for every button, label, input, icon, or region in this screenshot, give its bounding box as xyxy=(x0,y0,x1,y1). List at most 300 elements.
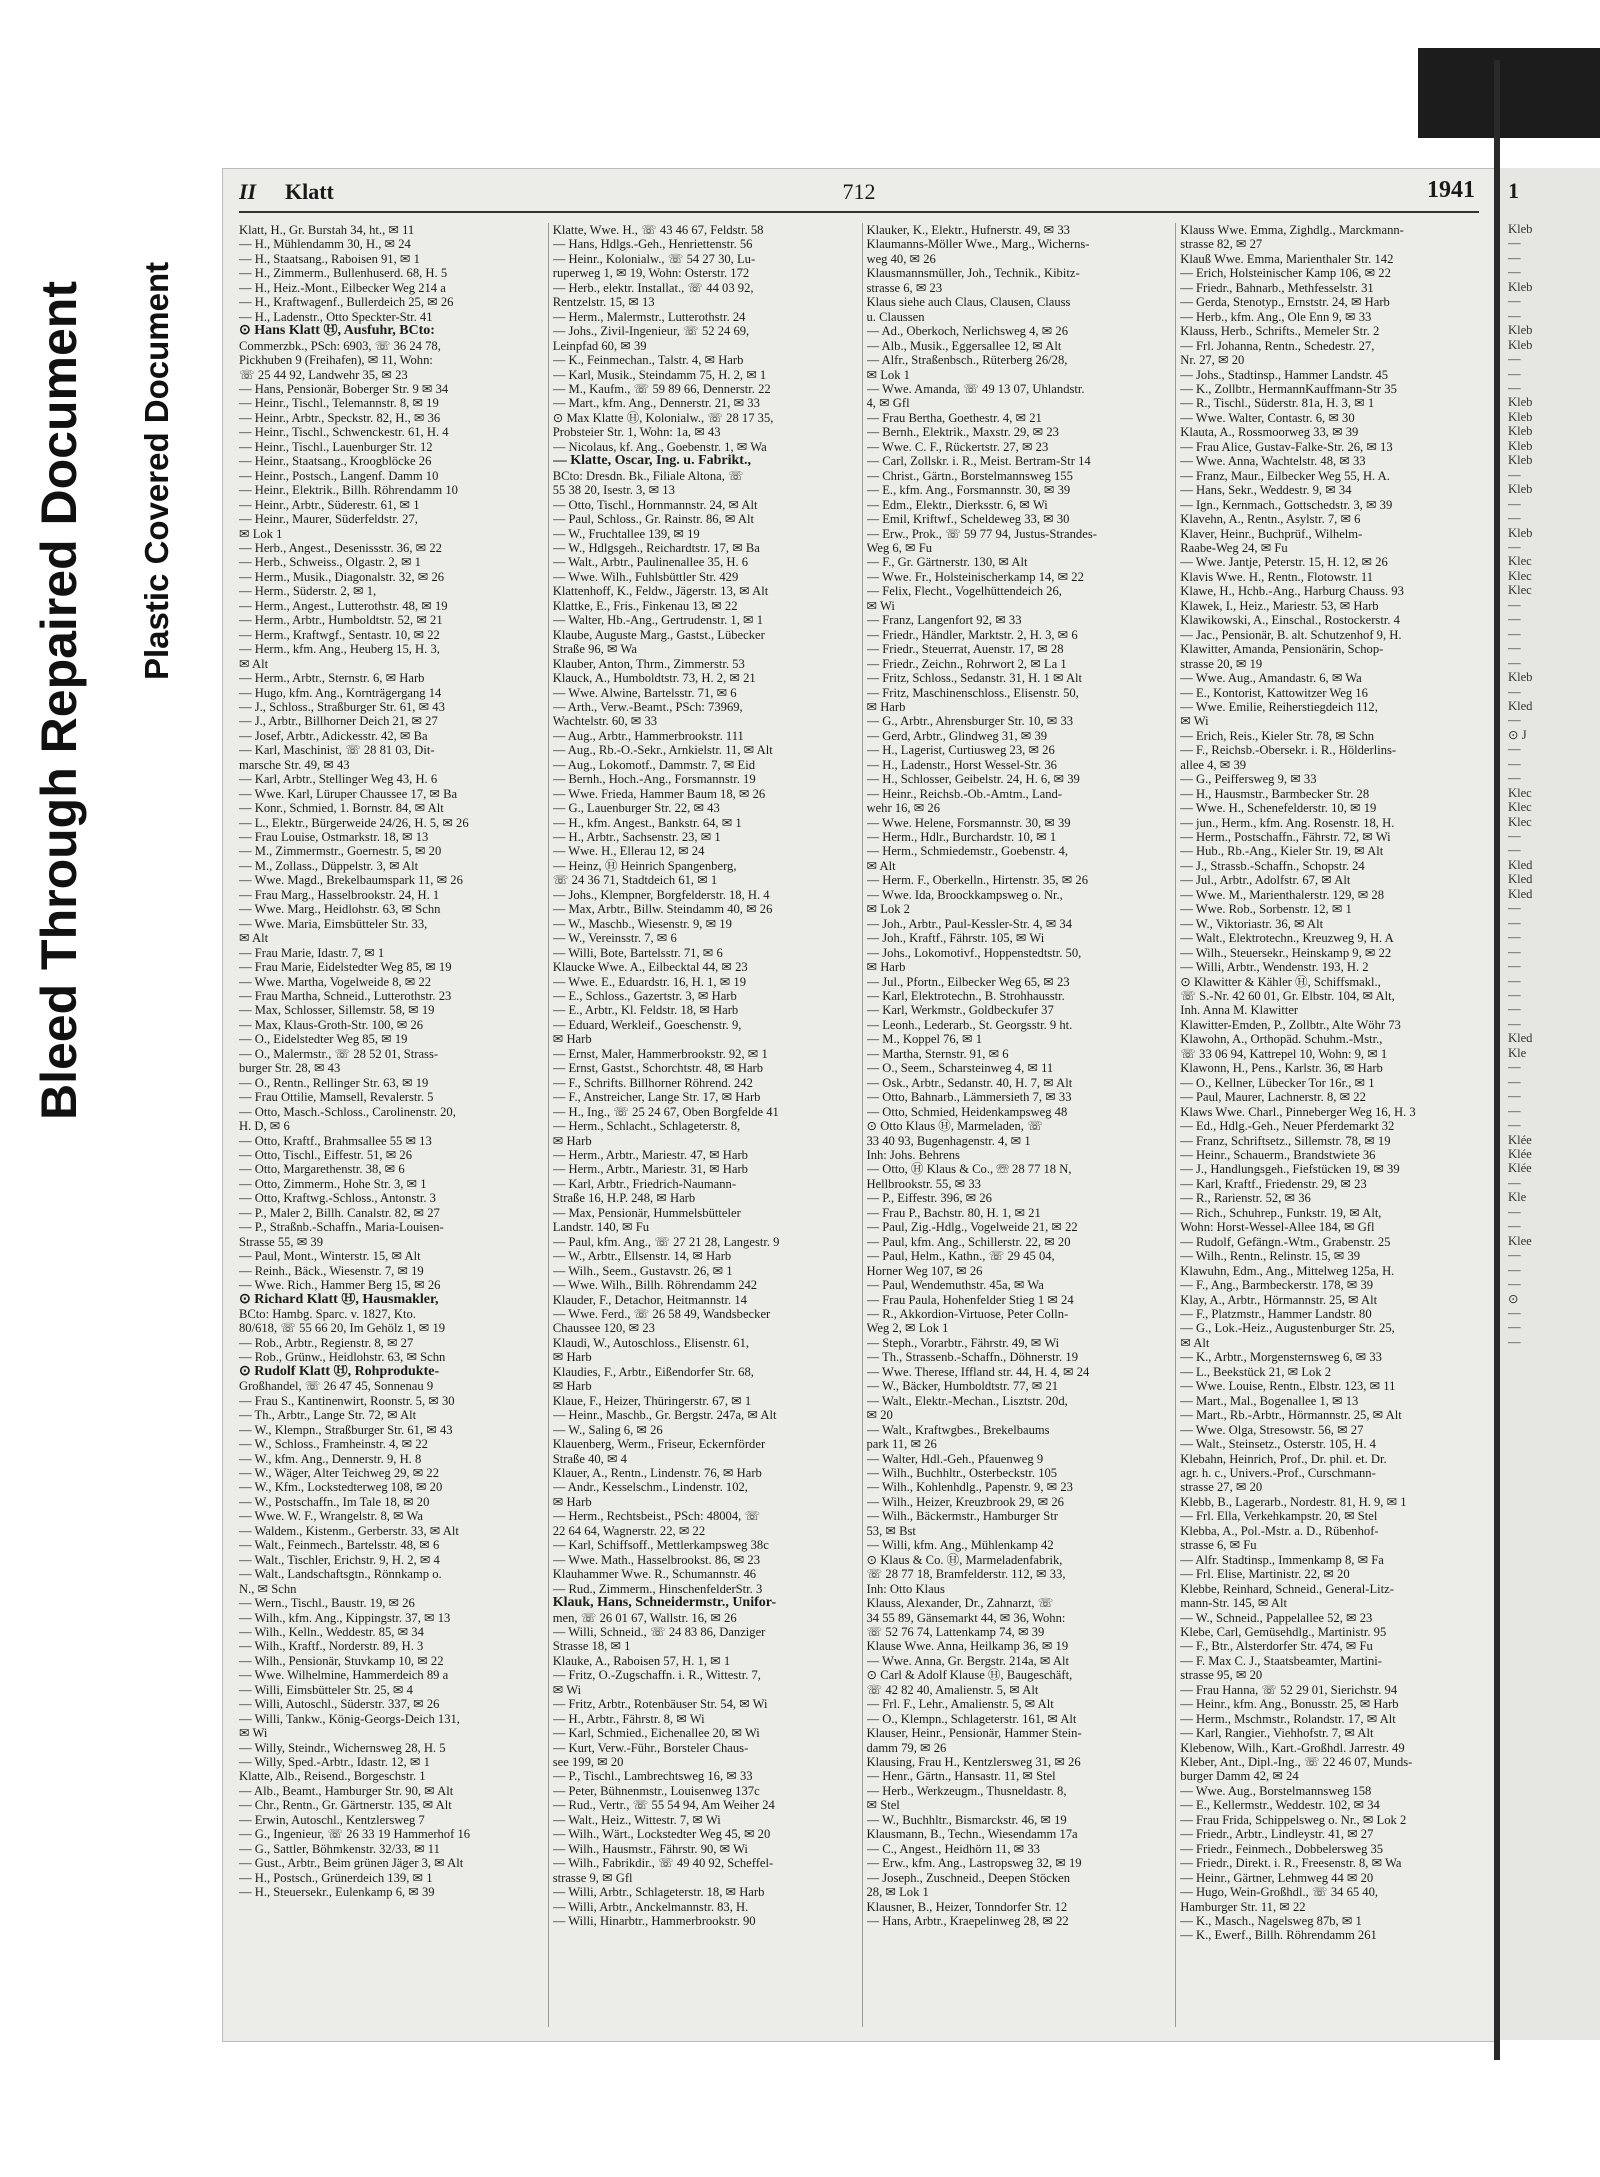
page-header xyxy=(239,177,1479,207)
directory-entry-line: — Mart., Mal., Bogenallee 1, ✉ 13 xyxy=(1180,1393,1359,1408)
directory-entry-line: Strasse 55, ✉ 39 xyxy=(239,1234,324,1249)
directory-entry-line: Klauhammer Wwe. R., Schumannstr. 46 xyxy=(552,1567,757,1582)
directory-entry-line: 22 64 64, Wagnerstr. 22, ✉ 22 xyxy=(552,1523,706,1538)
directory-entry-line: — Karl, Maschinist, ☏ 28 81 03, Dit- xyxy=(239,743,435,758)
directory-entry-line: — Herm., Malermstr., Lutterothstr. 24 xyxy=(552,309,746,324)
adjacent-page-line: — xyxy=(1508,1219,1521,1234)
adjacent-page-line: — xyxy=(1508,380,1521,395)
directory-entry-line: — Rudolf, Gefängn.-Wtm., Grabenstr. 25 xyxy=(1180,1234,1391,1249)
directory-entry-line: — Alfr., Straßenbsch., Rüterberg 26/28, xyxy=(866,353,1068,368)
directory-entry-line: — F., Gr. Gärtnerstr. 130, ✉ Alt xyxy=(866,555,1028,570)
adjacent-page-line: — xyxy=(1508,1334,1521,1349)
adjacent-page-line: — xyxy=(1508,829,1521,844)
directory-entry-line: ✉ Lok 1 xyxy=(866,367,910,382)
directory-entry-line: Inh: Otto Klaus xyxy=(866,1581,945,1596)
directory-entry-line: Klebb, B., Lagerarb., Nordestr. 81, H. 9, ✉ 1 xyxy=(1180,1494,1407,1509)
directory-entry-line: — Paul, Helm., Kathn., ☏ 29 45 04, xyxy=(866,1249,1055,1264)
directory-entry-line: — Wilh., Steuersekr., Heinskamp 9, ✉ 22 xyxy=(1180,945,1392,960)
directory-entry-line: strasse 82, ✉ 27 xyxy=(1180,237,1263,252)
directory-entry-line: — Wern., Tischl., Baustr. 19, ✉ 26 xyxy=(239,1596,415,1611)
directory-entry-line: — P., Tischl., Lambrechtsweg 16, ✉ 33 xyxy=(552,1769,753,1784)
directory-entry-line: — Jac., Pensionär, B. alt. Schutzenhof 9, H. xyxy=(1180,627,1402,642)
directory-entry-line: — F., Schrifts. Billhorner Röhrend. 242 xyxy=(552,1075,753,1090)
directory-entry-line: — Wwe. Anna, Gr. Bergstr. 214a, ✉ Alt xyxy=(866,1653,1069,1668)
directory-entry-line: — Frau Paula, Hohenfelder Stieg 1 ✉ 24 xyxy=(866,1292,1074,1307)
directory-entry-line: — Hub., Rb.-Ang., Kieler Str. 19, ✉ Alt xyxy=(1180,844,1384,859)
directory-entry-line: — F., Ang., Barmbeckerstr. 178, ✉ 39 xyxy=(1180,1278,1374,1293)
directory-entry-line: — Wwe. H., Schenefelderstr. 10, ✉ 19 xyxy=(1180,801,1377,816)
directory-entry-line: — Wwe. Frieda, Hammer Baum 18, ✉ 26 xyxy=(552,786,766,801)
directory-entry-line: allee 4, ✉ 39 xyxy=(1180,757,1247,772)
directory-entry-line: ⊙ Rudolf Klatt Ⓗ, Rohprodukte- xyxy=(239,1364,440,1379)
directory-entry-line: — W., kfm. Ang., Dennerstr. 9, H. 8 xyxy=(239,1451,422,1466)
directory-entry-line: — Frau S., Kantinenwirt, Roonstr. 5, ✉ 30 xyxy=(239,1393,455,1408)
directory-entry-line: ✉ Wi xyxy=(1180,714,1209,729)
directory-entry-line: — Wilh., Fabrikdir., ☏ 49 40 92, Scheffel- xyxy=(552,1856,774,1871)
directory-entry-line: — R., Rarienstr. 52, ✉ 36 xyxy=(1180,1191,1311,1206)
directory-entry-line: — Karl, Werkmstr., Goldbeckufer 37 xyxy=(866,1003,1054,1018)
directory-entry-line: Klaus siehe auch Claus, Clausen, Clauss xyxy=(866,295,1071,310)
directory-entry-line: Klawe, H., Hchb.-Ang., Harburg Chauss. 93 xyxy=(1180,584,1404,599)
directory-entry-line: — Paul, Schloss., Gr. Rainstr. 86, ✉ Alt xyxy=(552,512,754,527)
directory-entry-line: — Erw., kfm. Ang., Lastropsweg 32, ✉ 19 xyxy=(866,1856,1082,1871)
directory-entry-line: Klay, A., Arbtr., Hörmannstr. 25, ✉ Alt xyxy=(1180,1292,1378,1307)
directory-entry-line: Klavehn, A., Rentn., Asylstr. 7, ✉ 6 xyxy=(1180,512,1361,527)
adjacent-page-line: Kleb xyxy=(1508,337,1533,352)
directory-entry-line: — Heinr., Reichsb.-Ob.-Amtm., Land- xyxy=(866,786,1063,801)
directory-entry-line: Klauer, A., Rentn., Lindenstr. 76, ✉ Harb xyxy=(552,1465,762,1480)
directory-entry-line: Klaue, F., Heizer, Thüringerstr. 67, ✉ 1 xyxy=(552,1393,752,1408)
directory-entry-line: — Willi, Arbtr., Schlageterstr. 18, ✉ Harb xyxy=(552,1885,765,1900)
adjacent-page-line: Klec xyxy=(1508,568,1532,583)
directory-entry-line: ✉ Harb xyxy=(866,960,906,975)
directory-entry-line: ☏ 25 44 92, Landwehr 35, ✉ 23 xyxy=(239,367,408,382)
directory-entry-line: — Herm., Rechtsbeist., PSch: 48004, ☏ xyxy=(552,1509,761,1524)
directory-entry-line: — Frau Marie, Eidelstedter Weg 85, ✉ 19 xyxy=(239,960,452,975)
directory-entry-line: — Paul, Maurer, Lachnerstr. 8, ✉ 22 xyxy=(1180,1090,1366,1105)
directory-entry-line: — H., Zimmerm., Bullenhuserd. 68, H. 5 xyxy=(239,266,448,281)
directory-entry-line: — Heinz, Ⓗ Heinrich Spangenberg, xyxy=(552,858,737,873)
directory-entry-line: — Martha, Sternstr. 91, ✉ 6 xyxy=(866,1046,1009,1061)
directory-entry-line: — Otto, Kraftwg.-Schloss., Antonstr. 3 xyxy=(239,1191,436,1206)
adjacent-page-line: Klec xyxy=(1508,583,1532,598)
directory-entry-line: — W., Arbtr., Ellsenstr. 14, ✉ Harb xyxy=(552,1249,732,1264)
adjacent-page-line: — xyxy=(1508,1074,1521,1089)
directory-entry-line: — Gerd, Arbtr., Glindweg 31, ✉ 39 xyxy=(866,728,1048,743)
directory-entry-line: u. Claussen xyxy=(866,309,925,324)
directory-entry-line: ✉ Stel xyxy=(866,1798,900,1813)
scan-border-strip xyxy=(1418,48,1600,138)
directory-entry-line: park 11, ✉ 26 xyxy=(866,1437,937,1452)
edition-year: 1941 xyxy=(1427,177,1475,203)
directory-entry-line: — Max, Pensionär, Hummelsbütteler xyxy=(552,1205,741,1220)
adjacent-page-line: Kled xyxy=(1508,698,1533,713)
directory-entry-line: Klattenhoff, K., Feldw., Jägerstr. 13, ✉ Alt xyxy=(552,584,769,599)
directory-entry-line: — Walt., Tischler, Erichstr. 9, H. 2, ✉ 4 xyxy=(239,1552,440,1567)
directory-entry-line: — Walt., Landschaftsgtn., Rönnkamp o. xyxy=(239,1567,442,1582)
directory-entry-line: — W., Buchhltr., Bismarckstr. 46, ✉ 19 xyxy=(866,1812,1067,1827)
directory-entry-line: — H., Arbtr., Fährstr. 8, ✉ Wi xyxy=(552,1711,705,1726)
directory-entry-line: — O., Seem., Scharsteinweg 4, ✉ 11 xyxy=(866,1061,1054,1076)
directory-entry-line: — W., Saling 6, ✉ 26 xyxy=(552,1422,663,1437)
directory-entry-line: — K., Zollbtr., HermannKauffmann-Str 35 xyxy=(1180,381,1397,396)
directory-entry-line: — M., Koppel 76, ✉ 1 xyxy=(866,1032,982,1047)
directory-entry-line: — H., Staatsang., Raboisen 91, ✉ 1 xyxy=(239,251,420,266)
directory-entry-line: ✉ Harb xyxy=(552,1494,592,1509)
directory-entry-line: — Otto, Margarethenstr. 38, ✉ 6 xyxy=(239,1162,405,1177)
directory-entry-line: — Nicolaus, kf. Ang., Goebenstr. 1, ✉ Wa xyxy=(552,439,767,454)
directory-entry-line: — Fritz, Schloss., Sedanstr. 31, H. 1 ✉ Alt xyxy=(866,671,1083,686)
directory-entry-line: — Frl. Ella, Verkehkampstr. 20, ✉ Stel xyxy=(1180,1509,1378,1524)
directory-entry-line: — Aug., Arbtr., Hammerbrookstr. 111 xyxy=(552,728,744,743)
directory-entry-line: Klauser, Heinr., Pensionär, Hammer Stein- xyxy=(866,1726,1082,1741)
directory-entry-line: — Otto, Schmied, Heidenkampsweg 48 xyxy=(866,1104,1068,1119)
directory-entry-line: — Friedr., Zeichn., Rohrwort 2, ✉ La 1 xyxy=(866,656,1067,671)
directory-entry-line: Klawonn, H., Pens., Karlstr. 36, ✉ Harb xyxy=(1180,1061,1383,1076)
directory-entry-line: damm 79, ✉ 26 xyxy=(866,1740,947,1755)
directory-entry-line: — Wwe. Maria, Eimsbütteler Str. 33, xyxy=(239,916,428,931)
section-number: II xyxy=(239,179,257,204)
directory-entry-line: — Karl, Schmied., Eichenallee 20, ✉ Wi xyxy=(552,1726,760,1741)
directory-entry-line: — Herm., Hdlr., Burchardstr. 10, ✉ 1 xyxy=(866,830,1057,845)
directory-entry-line: — Alb., Musik., Eggersallee 12, ✉ Alt xyxy=(866,338,1062,353)
directory-entry-line: — Hugo, Wein-Großhdl., ☏ 34 65 40, xyxy=(1180,1885,1379,1900)
directory-entry-line: — Frau Frida, Schippelsweg o. Nr., ✉ Lok 2 xyxy=(1180,1812,1407,1827)
directory-entry-line: Klatt, H., Gr. Burstah 34, ht., ✉ 11 xyxy=(239,223,415,237)
directory-entry-line: Klawitter, Amanda, Pensionärin, Schop- xyxy=(1180,642,1384,657)
directory-entry-line: — H., Schlosser, Geibelstr. 24, H. 6, ✉ 39 xyxy=(866,772,1080,787)
directory-entry-line: Klauker, K., Elektr., Hufnerstr. 49, ✉ 33 xyxy=(866,223,1070,237)
directory-entry-line: Weg 2, ✉ Lok 1 xyxy=(866,1321,949,1336)
adjacent-page-line: Kled xyxy=(1508,1031,1533,1046)
directory-entry-line: Pickhuben 9 (Freihafen), ✉ 11, Wohn: xyxy=(239,353,433,368)
directory-entry-line: Klawek, I., Heiz., Mariestr. 53, ✉ Harb xyxy=(1180,598,1379,613)
adjacent-page-line: Kled xyxy=(1508,886,1533,901)
directory-entry-line: — Max, Klaus-Groth-Str. 100, ✉ 26 xyxy=(239,1017,424,1032)
adjacent-page-edge xyxy=(1500,168,1600,2040)
directory-entry-line: — Friedr., Händler, Marktstr. 2, H. 3, ✉ 6 xyxy=(866,627,1078,642)
directory-entry-line: — Wwe. Martha, Vogelweide 8, ✉ 22 xyxy=(239,974,432,989)
directory-entry-line: — Ernst, Maler, Hammerbrookstr. 92, ✉ 1 xyxy=(552,1046,768,1061)
directory-entry-line: — Walt., Elektr.-Mechan., Lisztstr. 20d, xyxy=(866,1393,1068,1408)
directory-entry-line: — Erwin, Autoschl., Kentzlersweg 7 xyxy=(239,1812,425,1827)
adjacent-page-header: 1 xyxy=(1508,178,1519,203)
directory-entry-line: Inh. Anna M. Klawitter xyxy=(1180,1003,1299,1018)
directory-entry-line: Klebahn, Heinrich, Prof., Dr. phil. et. Dr. xyxy=(1180,1451,1387,1466)
adjacent-page-line: — xyxy=(1508,1320,1521,1335)
adjacent-page-line: — xyxy=(1508,901,1521,916)
directory-entry-line: — Wwe. Marg., Heidlohstr. 63, ✉ Schn xyxy=(239,902,441,917)
directory-entry-line: Hamburger Str. 11, ✉ 22 xyxy=(1180,1899,1306,1914)
directory-entry-line: — E., Kellermstr., Weddestr. 102, ✉ 34 xyxy=(1180,1798,1380,1813)
directory-entry-line: — Wwe. Therese, Iffland str. 44, H. 4, ✉ 24 xyxy=(866,1364,1090,1379)
directory-entry-line: — C., Angest., Heidhörn 11, ✉ 33 xyxy=(866,1841,1040,1856)
directory-entry-line: — Th., Strassenb.-Schaffn., Döhnerstr. 19 xyxy=(866,1350,1079,1365)
directory-entry-line: 33 40 93, Bugenhagenstr. 4, ✉ 1 xyxy=(866,1133,1031,1148)
directory-entry-line: Chaussee 120, ✉ 23 xyxy=(552,1321,655,1336)
directory-entry-line: — Steph., Vorarbtr., Fährstr. 49, ✉ Wi xyxy=(866,1335,1060,1350)
directory-entry-line: Horner Weg 107, ✉ 26 xyxy=(866,1263,983,1278)
directory-entry-line: — Fritz, O.-Zugschaffn. i. R., Wittestr. 7, xyxy=(552,1668,761,1683)
directory-entry-line: — W., Bäcker, Humboldtstr. 77, ✉ 21 xyxy=(866,1379,1059,1394)
directory-entry-line: — Willy, Sped.-Arbtr., Idastr. 12, ✉ 1 xyxy=(239,1755,430,1770)
directory-entry-line: strasse 95, ✉ 20 xyxy=(1180,1668,1263,1683)
directory-entry-line: strasse 20, ✉ 19 xyxy=(1180,656,1263,671)
directory-entry-line: — Frl. F., Lehr., Amalienstr. 5, ✉ Alt xyxy=(866,1697,1054,1712)
directory-entry-line: — Ed., Hdlg.-Geh., Neuer Pferdemarkt 32 xyxy=(1180,1119,1395,1134)
directory-entry-line: ☏ 52 76 74, Lattenkamp 74, ✉ 39 xyxy=(866,1624,1045,1639)
directory-entry-line: Klauta, A., Rossmoorweg 33, ✉ 39 xyxy=(1180,425,1359,440)
directory-entry-line: — Walter, Hdl.-Geh., Pfauenweg 9 xyxy=(866,1451,1044,1466)
directory-entry-line: — Karl, Musik., Steindamm 75, H. 2, ✉ 1 xyxy=(552,367,767,382)
directory-entry-line: — Wwe. Olga, Stresowstr. 56, ✉ 27 xyxy=(1180,1422,1364,1437)
adjacent-page-line: Klec xyxy=(1508,800,1532,815)
directory-entry-line: — Wwe. Rich., Hammer Berg 15, ✉ 26 xyxy=(239,1278,441,1293)
directory-entry-line: Klebbe, Reinhard, Schneid., General-Litz- xyxy=(1180,1581,1394,1596)
directory-entry-line: — Aug., Lokomotf., Dammstr. 7, ✉ Eid xyxy=(552,757,755,772)
directory-entry-line: — W., Wäger, Alter Teichweg 29, ✉ 22 xyxy=(239,1465,440,1480)
directory-entry-line: Klauder, F., Detachor, Heitmannstr. 14 xyxy=(552,1292,747,1307)
directory-entry-line: ✉ 20 xyxy=(866,1408,893,1423)
directory-entry-line: Klauke, A., Raboisen 57, H. 1, ✉ 1 xyxy=(552,1653,731,1668)
adjacent-page-line: — xyxy=(1508,496,1521,511)
directory-entry-line: — Willi, Arbtr., Wendenstr. 193, H. 2 xyxy=(1180,960,1369,975)
directory-entry-line: Kleber, Ant., Dipl.-Ing., ☏ 22 46 07, Munds- xyxy=(1180,1755,1413,1770)
directory-entry-line: Klauk, Hans, Schneidermstr., Unifor- xyxy=(552,1596,777,1611)
directory-entry-line: Klaube, Auguste Marg., Gastst., Lübecker xyxy=(552,627,765,642)
directory-entry-line: — Otto, Tischl., Hornmannstr. 24, ✉ Alt xyxy=(552,497,758,512)
directory-entry-line: — Paul, kfm. Ang., ☏ 27 21 28, Langestr. 9 xyxy=(552,1234,780,1249)
directory-entry-line: — Joh., Kraftf., Fährstr. 105, ✉ Wi xyxy=(866,931,1045,946)
directory-entry-line: — Herb., kfm. Ang., Ole Enn 9, ✉ 33 xyxy=(1180,309,1372,324)
directory-entry-line: — Frau Martha, Schneid., Lutterothstr. 23 xyxy=(239,989,452,1004)
directory-entry-line: 55 38 20, Isestr. 3, ✉ 13 xyxy=(552,483,675,498)
directory-entry-line: — F., Btr., Alsterdorfer Str. 474, ✉ Fu xyxy=(1180,1639,1373,1654)
directory-entry-line: — Karl, Kraftf., Friedenstr. 29, ✉ 23 xyxy=(1180,1176,1367,1191)
directory-entry-line: — Frau Hanna, ☏ 52 29 01, Sierichstr. 94 xyxy=(1180,1682,1398,1697)
directory-entry-line: — Willi, Autoschl., Süderstr. 337, ✉ 26 xyxy=(239,1697,440,1712)
adjacent-page-line: — xyxy=(1508,511,1521,526)
directory-entry-line: — W., Kfm., Lockstedterweg 108, ✉ 20 xyxy=(239,1480,443,1495)
directory-entry-line: Landstr. 140, ✉ Fu xyxy=(552,1220,650,1235)
directory-entry-line: — Otto, Zimmerm., Hohe Str. 3, ✉ 1 xyxy=(239,1176,427,1191)
adjacent-page-line: — xyxy=(1508,1002,1521,1017)
directory-entry-line: Inh: Johs. Behrens xyxy=(866,1148,960,1162)
directory-entry-line: Klauber, Anton, Thrm., Zimmerstr. 53 xyxy=(552,656,745,671)
directory-entry-line: wehr 16, ✉ 26 xyxy=(866,801,941,816)
directory-entry-line: — Carl, Zollskr. i. R., Meist. Bertram-Str 14 xyxy=(866,454,1091,469)
directory-entry-line: — Wwe. Rob., Sorbenstr. 12, ✉ 1 xyxy=(1180,902,1352,917)
directory-entry-line: — Karl, Arbtr., Friedrich-Naumann- xyxy=(552,1176,737,1191)
directory-entry-line: Klausing, Frau H., Kentzlersweg 31, ✉ 26 xyxy=(866,1755,1081,1770)
directory-entry-line: — E., Schloss., Gazertstr. 3, ✉ Harb xyxy=(552,989,737,1004)
directory-entry-line: — Wwe. C. F., Rückertstr. 27, ✉ 23 xyxy=(866,439,1049,454)
directory-entry-line: — Herb., Angest., Desenissstr. 36, ✉ 22 xyxy=(239,540,442,555)
directory-entry-line: — H., Kraftwagenf., Bullerdeich 25, ✉ 26 xyxy=(239,295,454,310)
adjacent-page-line: — xyxy=(1508,655,1521,670)
directory-entry-line: ✉ Harb xyxy=(552,1350,592,1365)
directory-entry-line: Klauck, A., Humboldtstr. 73, H. 2, ✉ 21 xyxy=(552,671,756,686)
directory-entry-line: — Paul, Zig.-Hdlg., Vogelweide 21, ✉ 22 xyxy=(866,1220,1078,1235)
directory-entry-line: — Th., Arbtr., Lange Str. 72, ✉ Alt xyxy=(239,1408,417,1423)
directory-entry-line: — Frl. Johanna, Rentn., Schedestr. 27, xyxy=(1180,338,1375,353)
directory-entry-line: — M., Zollass., Düppelstr. 3, ✉ Alt xyxy=(239,858,419,873)
directory-entry-line: strasse 6, ✉ Fu xyxy=(1180,1538,1257,1553)
directory-entry-line: — Heinr., Tischl., Schwenckestr. 61, H. 4 xyxy=(239,425,449,440)
directory-entry-line: — Arth., Verw.-Beamt., PSch: 73969, xyxy=(552,699,743,714)
directory-entry-line: — Mart., kfm. Ang., Dennerstr. 21, ✉ 33 xyxy=(552,396,760,411)
adjacent-page-line: Kleb xyxy=(1508,438,1533,453)
directory-entry-line: — Walt., Elektrotechn., Kreuzweg 9, H. A xyxy=(1180,931,1394,946)
directory-entry-line: — Bernh., Elektrik., Maxstr. 29, ✉ 23 xyxy=(866,425,1059,440)
directory-entry-line: ⊙ Max Klatte Ⓗ, Kolonialw., ☏ 28 17 35, xyxy=(552,410,774,425)
directory-entry-line: — H., Ladenstr., Horst Wessel-Str. 36 xyxy=(866,757,1057,772)
directory-entry-line: — Paul, Wendemuthstr. 45a, ✉ Wa xyxy=(866,1278,1044,1293)
adjacent-page-line: — xyxy=(1508,915,1521,930)
adjacent-page-line: ⊙ xyxy=(1508,1291,1519,1306)
directory-entry-line: — W., Klempn., Straßburger Str. 61, ✉ 43 xyxy=(239,1422,453,1437)
adjacent-page-line: — xyxy=(1508,467,1521,482)
directory-entry-line: Klavis Wwe. H., Rentn., Flotowstr. 11 xyxy=(1180,569,1373,584)
directory-entry-line: — G., Lauenburger Str. 22, ✉ 43 xyxy=(552,801,720,816)
directory-entry-line: — Franz, Maur., Eilbecker Weg 55, H. A. xyxy=(1180,468,1390,483)
directory-entry-line: Probsteier Str. 1, Wohn: 1a, ✉ 43 xyxy=(552,425,721,440)
directory-entry-line: weg 40, ✉ 26 xyxy=(866,251,936,266)
directory-entry-line: — Wilh., Heizer, Kreuzbrook 29, ✉ 26 xyxy=(866,1494,1064,1509)
directory-entry-line: — O., Rentn., Rellinger Str. 63, ✉ 19 xyxy=(239,1075,429,1090)
adjacent-page-line: Kleb xyxy=(1508,222,1533,236)
directory-entry-line: Straße 96, ✉ Wa xyxy=(552,642,637,657)
directory-entry-line: — W., Vereinsstr. 7, ✉ 6 xyxy=(552,931,677,946)
directory-entry-line: — Chr., Rentn., Gr. Gärtnerstr. 135, ✉ Alt xyxy=(239,1798,452,1813)
directory-entry-line: — Ad., Oberkoch, Nerlichsweg 4, ✉ 26 xyxy=(866,324,1069,339)
directory-entry-line: — Alb., Beamt., Hamburger Str. 90, ✉ Alt xyxy=(239,1783,454,1798)
adjacent-page-line: Klec xyxy=(1508,814,1532,829)
directory-entry-line: — jun., Herm., kfm. Ang. Rosenstr. 18, H. xyxy=(1180,815,1395,830)
adjacent-page-line: — xyxy=(1508,352,1521,367)
directory-entry-line: ✉ Lok 2 xyxy=(866,902,910,917)
directory-entry-line: — Peter, Bühnenmstr., Louisenweg 137c xyxy=(552,1783,760,1798)
adjacent-page-line: Kleb xyxy=(1508,482,1533,497)
header-rule xyxy=(239,211,1479,213)
directory-column-2 xyxy=(548,223,852,2027)
directory-entry-line: Klattke, E., Fris., Finkenau 13, ✉ 22 xyxy=(552,598,738,613)
directory-entry-line: — Hugo, kfm. Ang., Kornträgergang 14 xyxy=(239,685,442,700)
directory-entry-line: — Heinr., Kolonialw., ☏ 54 27 30, Lu- xyxy=(552,251,756,266)
adjacent-page-line: — xyxy=(1508,713,1521,728)
directory-entry-line: — Walt., Arbtr., Paulinenallee 35, H. 6 xyxy=(552,555,749,570)
adjacent-page-line: Kleb xyxy=(1508,424,1533,439)
directory-entry-line: — Johs., Klempner, Borgfelderstr. 18, H. 4 xyxy=(552,887,770,902)
directory-entry-line: — Max, Schlosser, Sillemstr. 58, ✉ 19 xyxy=(239,1003,435,1018)
adjacent-page-line: Kleb xyxy=(1508,409,1533,424)
directory-entry-line: ☏ 24 36 71, Stadtdeich 61, ✉ 1 xyxy=(552,873,718,888)
directory-entry-line: — Herm., Kraftwgf., Sentastr. 10, ✉ 22 xyxy=(239,627,440,642)
directory-entry-line: — Wwe. E., Eduardstr. 16, H. 1, ✉ 19 xyxy=(552,974,747,989)
directory-entry-line: — M., Zimmermstr., Goernestr. 5, ✉ 20 xyxy=(239,844,442,859)
directory-entry-line: — J., Handlungsgeh., Fiefstücken 19, ✉ 39 xyxy=(1180,1162,1400,1177)
adjacent-page-line: — xyxy=(1508,294,1521,309)
directory-entry-line: — K., Feinmechan., Talstr. 4, ✉ Harb xyxy=(552,353,744,368)
directory-entry-line: — Herb., elektr. Installat., ☏ 44 03 92, xyxy=(552,280,754,295)
directory-entry-line: Nr. 27, ✉ 20 xyxy=(1180,353,1245,368)
directory-entry-line: Rentzelstr. 15, ✉ 13 xyxy=(552,295,655,310)
adjacent-page-line: Klec xyxy=(1508,554,1532,569)
directory-entry-line: — Willi, Eimsbütteler Str. 25, ✉ 4 xyxy=(239,1682,413,1697)
adjacent-page-line: Kled xyxy=(1508,857,1533,872)
directory-entry-line: — Wwe. Emilie, Reiherstiegdeich 112, xyxy=(1180,699,1378,714)
directory-entry-line: — Walt., Heiz., Wittestr. 7, ✉ Wi xyxy=(552,1812,721,1827)
adjacent-page-line: — xyxy=(1508,1277,1521,1292)
directory-entry-line: 53, ✉ Bst xyxy=(866,1523,916,1538)
directory-entry-line: — Paul, Mont., Winterstr. 15, ✉ Alt xyxy=(239,1249,421,1264)
directory-entry-line: — Gust., Arbtr., Beim grünen Jäger 3, ✉ Alt xyxy=(239,1856,464,1871)
directory-entry-line: — Wilh., Wärt., Lockstedter Weg 45, ✉ 20 xyxy=(552,1827,771,1842)
directory-entry-line: — Heinr., Schauerm., Brandstwiete 36 xyxy=(1180,1148,1376,1162)
directory-entry-line: — Wilh., kfm. Ang., Kippingstr. 37, ✉ 13 xyxy=(239,1610,451,1625)
directory-entry-line: — Otto, Tischl., Eiffestr. 51, ✉ 26 xyxy=(239,1148,413,1162)
adjacent-page-line: — xyxy=(1508,265,1521,280)
directory-entry-line: — J., Strassb.-Schaffn., Schopstr. 24 xyxy=(1180,858,1365,873)
directory-entry-line: see 199, ✉ 20 xyxy=(552,1755,624,1770)
directory-entry-line: ✉ Alt xyxy=(239,931,269,946)
directory-entry-line: — W., Viktoriastr. 36, ✉ Alt xyxy=(1180,916,1324,931)
directory-entry-line: — W., Postschaffn., Im Tale 18, ✉ 20 xyxy=(239,1494,430,1509)
directory-entry-line: — Paul, kfm. Ang., Schillerstr. 22, ✉ 20 xyxy=(866,1234,1071,1249)
directory-entry-line: — Erich, Reis., Kieler Str. 78, ✉ Schn xyxy=(1180,728,1375,743)
directory-entry-line: — Ernst, Gastst., Schorchtstr. 48, ✉ Harb xyxy=(552,1061,764,1076)
directory-entry-line: — F., Platzmstr., Hammer Landstr. 80 xyxy=(1180,1306,1372,1321)
adjacent-page-line: — xyxy=(1508,944,1521,959)
directory-entry-line: H. D, ✉ 6 xyxy=(239,1119,290,1134)
directory-entry-line: — Wilh., Buchhltr., Osterbeckstr. 105 xyxy=(866,1465,1058,1480)
directory-entry-line: — Herm., Arbtr., Sternstr. 6, ✉ Harb xyxy=(239,671,425,686)
directory-entry-line: — O., Eidelstedter Weg 85, ✉ 19 xyxy=(239,1032,408,1047)
directory-entry-line: — Osk., Arbtr., Sedanstr. 40, H. 7, ✉ Alt xyxy=(866,1075,1073,1090)
adjacent-page-line: — xyxy=(1508,988,1521,1003)
directory-entry-line: — Hans, Sekr., Weddestr. 9, ✉ 34 xyxy=(1180,483,1352,498)
adjacent-page-line: — xyxy=(1508,1262,1521,1277)
directory-entry-line: Klawitter-Emden, P., Zollbtr., Alte Wöhr 73 xyxy=(1180,1017,1401,1032)
directory-entry-line: — Mart., Rb.-Arbtr., Hörmannstr. 25, ✉ Alt xyxy=(1180,1408,1402,1423)
directory-entry-line: — P., Straßnb.-Schaffn., Maria-Louisen- xyxy=(239,1220,444,1235)
directory-entry-line: — Wilh., Kohlenhdlg., Papenstr. 9, ✉ 23 xyxy=(866,1480,1073,1495)
directory-entry-line: — Walt., Steinsetz., Osterstr. 105, H. 4 xyxy=(1180,1437,1376,1452)
running-head-name: Klatt xyxy=(285,179,334,204)
directory-entry-line: Wohn: Horst-Wessel-Allee 184, ✉ Gfl xyxy=(1180,1220,1375,1235)
directory-entry-line: — G., Ingenieur, ☏ 26 33 19 Hammerhof 16 xyxy=(239,1827,471,1842)
directory-entry-line: mann-Str. 145, ✉ Alt xyxy=(1180,1596,1288,1611)
directory-entry-line: Klatte, Wwe. H., ☏ 43 46 67, Feldstr. 58 xyxy=(552,223,764,237)
directory-entry-line: — Jul., Arbtr., Adolfstr. 67, ✉ Alt xyxy=(1180,873,1351,888)
directory-entry-line: — Frau Marie, Idastr. 7, ✉ 1 xyxy=(239,945,385,960)
directory-entry-line: — Walt., Feinmech., Bartelsstr. 48, ✉ 6 xyxy=(239,1538,440,1553)
adjacent-page-line: — xyxy=(1508,959,1521,974)
directory-entry-line: — F. Max C. J., Staatsbeamter, Martini- xyxy=(1180,1653,1382,1668)
page-number: 712 xyxy=(842,179,876,204)
adjacent-page-line: — xyxy=(1508,1175,1521,1190)
directory-entry-line: Klauss Wwe. Emma, Zighdlg., Marckmann- xyxy=(1180,223,1404,237)
directory-entry-line: ✉ Lok 1 xyxy=(239,526,283,541)
directory-entry-line: — Otto, Masch.-Schloss., Carolinenstr. 20, xyxy=(239,1104,456,1119)
directory-entry-line: — P., Eiffestr. 396, ✉ 26 xyxy=(866,1191,992,1206)
directory-entry-line: — E., Kontorist, Kattowitzer Weg 16 xyxy=(1180,685,1368,700)
directory-entry-line: — Hans, Pensionär, Boberger Str. 9 ✉ 34 xyxy=(239,381,449,396)
directory-entry-line: — Herb., Werkzeugm., Thusneldastr. 8, xyxy=(866,1783,1067,1798)
directory-entry-line: — F., Anstreicher, Lange Str. 17, ✉ Harb xyxy=(552,1090,761,1105)
directory-entry-line: — Wwe. Aug., Amandastr. 6, ✉ Wa xyxy=(1180,671,1362,686)
directory-entry-line: — Wilh., Rentn., Relinstr. 15, ✉ 39 xyxy=(1180,1249,1361,1264)
